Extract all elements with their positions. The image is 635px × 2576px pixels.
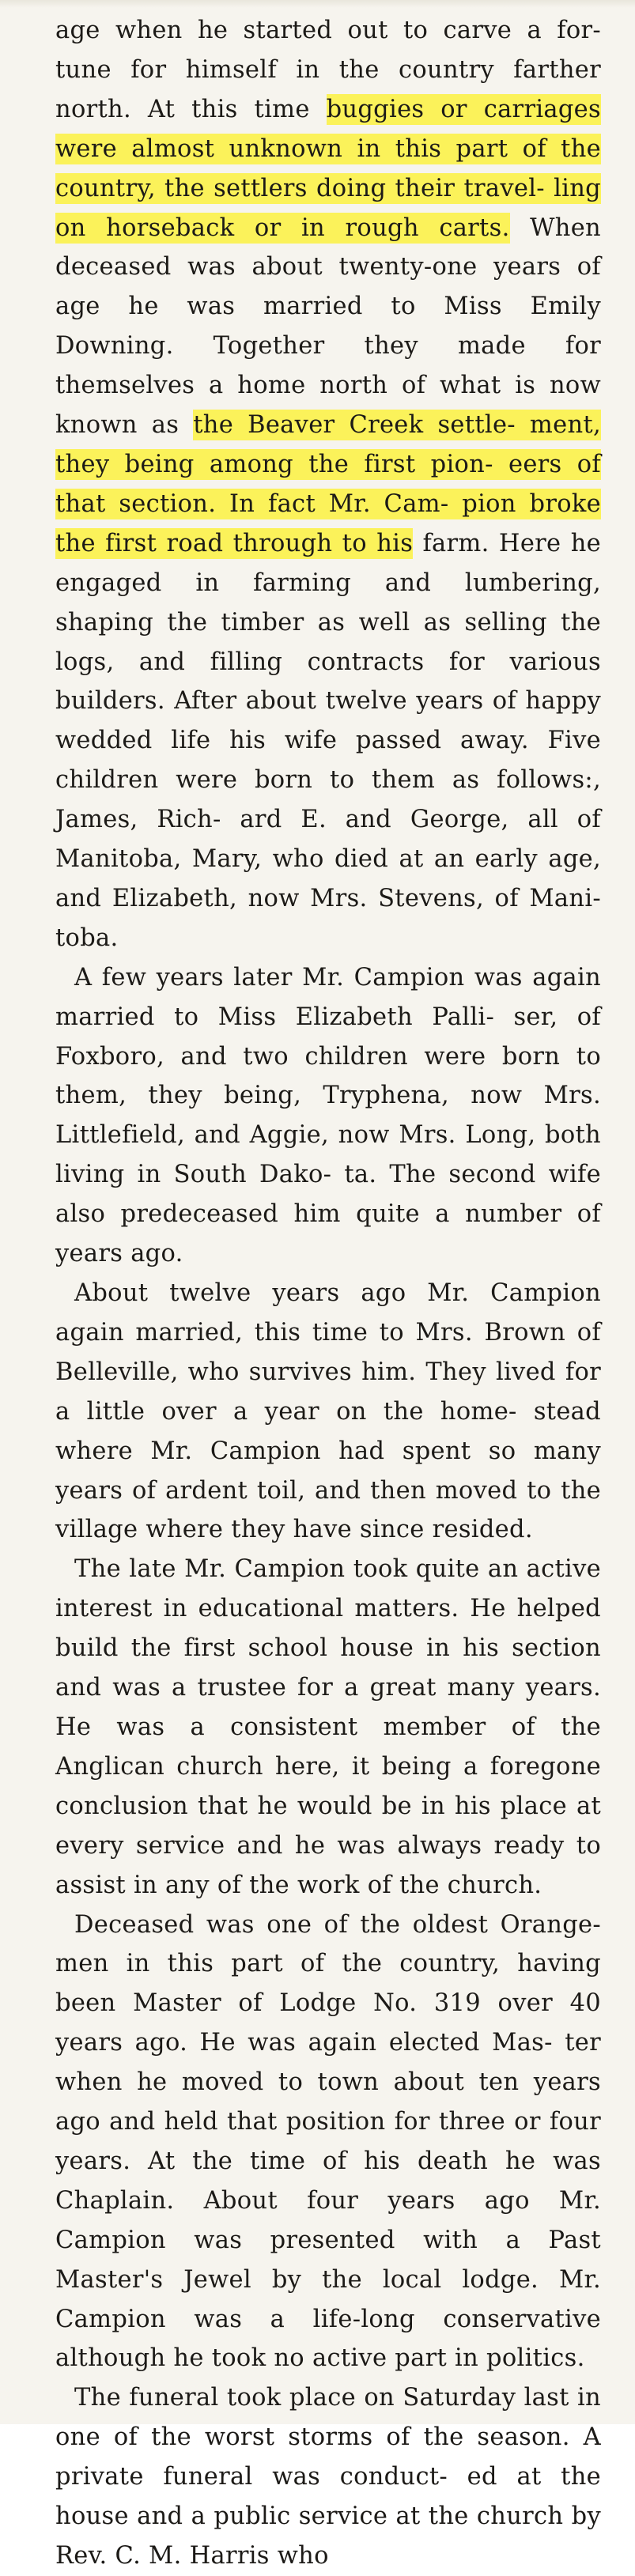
paragraph-text: Deceased was one of the oldest Orange- men in this part of the country, having been Master of Lodge No. 319 over 40 years ago. He was again elected Mas- ter when he moved to town about ten years ago and held that position for three or four years. At the time of his death he was Chaplain. About four years ago Mr. Campion was presented with a Past Master's Jewel by the local lodge. Mr. Campion was a life-long conservative although he took no active part in politics.: [55, 1910, 601, 2373]
paragraph-text: The late Mr. Campion took quite an active interest in educational matters. He helped build the first school house in his section and was a trustee for a great many years. He was a consistent member of the Anglican church here, it being a foregone conclusion that he would be in his place at every service and he was always ready to assist in any of the work of the church.: [55, 1555, 601, 1899]
highlighted-text: buggies or carriages were almost unknown in this part of the country, the settlers doing their travel- ling on horseback or in rough carts.: [55, 95, 601, 242]
paragraph-text: About twelve years ago Mr. Campion again married, this time to Mrs. Brown of Belleville, who survives him. They lived for a little over a year on the home- stead where Mr. Campion had spent so many years of ardent toil, and then moved to the village where they have since resided.: [55, 1279, 601, 1544]
article-paragraph: [55, 1906, 601, 2379]
paragraph-text: age when he started out to carve a for- tune for himself in the country farther north. At this time: [55, 17, 601, 123]
article-paragraph: [55, 1274, 601, 1550]
article-paragraph: [55, 1550, 601, 1905]
article-column: [55, 11, 601, 2576]
highlighted-text: the Beaver Creek settle- ment, they being among the first pion- eers of that section. In fact Mr. Cam- pion broke the first road through to his: [55, 411, 601, 557]
clipping-top-edge: [0, 0, 635, 8]
article-paragraph: [55, 11, 601, 958]
article-paragraph: [55, 958, 601, 1274]
paragraph-text: When deceased was about twenty-one years of age he was married to Miss Emily Downing. Together they made for themselves a home north of what is now known as: [55, 213, 601, 440]
paragraph-text: A few years later Mr. Campion was again married to Miss Elizabeth Palli- ser, of Foxboro, and two children were born to them, they being, Tryphena, now Mrs. Littlefield, and Aggie, now Mrs. Long, both living in South Dako- ta. The second wife also predeceased him quite a number of years ago.: [55, 963, 601, 1268]
paragraph-text: The funeral took place on Saturday last in one of the worst storms of the season. A private funeral was conduct- ed at the house and a public service at the church by Rev. C. M. Harris who: [55, 2384, 601, 2570]
article-paragraph: [55, 2378, 601, 2576]
paragraph-text: farm. Here he engaged in farming and lumbering, shaping the timber as well as selling the logs, and filling contracts for various builders. After about twelve years of happy wedded life his wife passed away. Five children were born to them as follows:, James, Rich- ard E. and George, all of Manitoba, Mary, who died at an early age, and Elizabeth, now Mrs. Stevens, of Mani- toba.: [55, 529, 601, 952]
